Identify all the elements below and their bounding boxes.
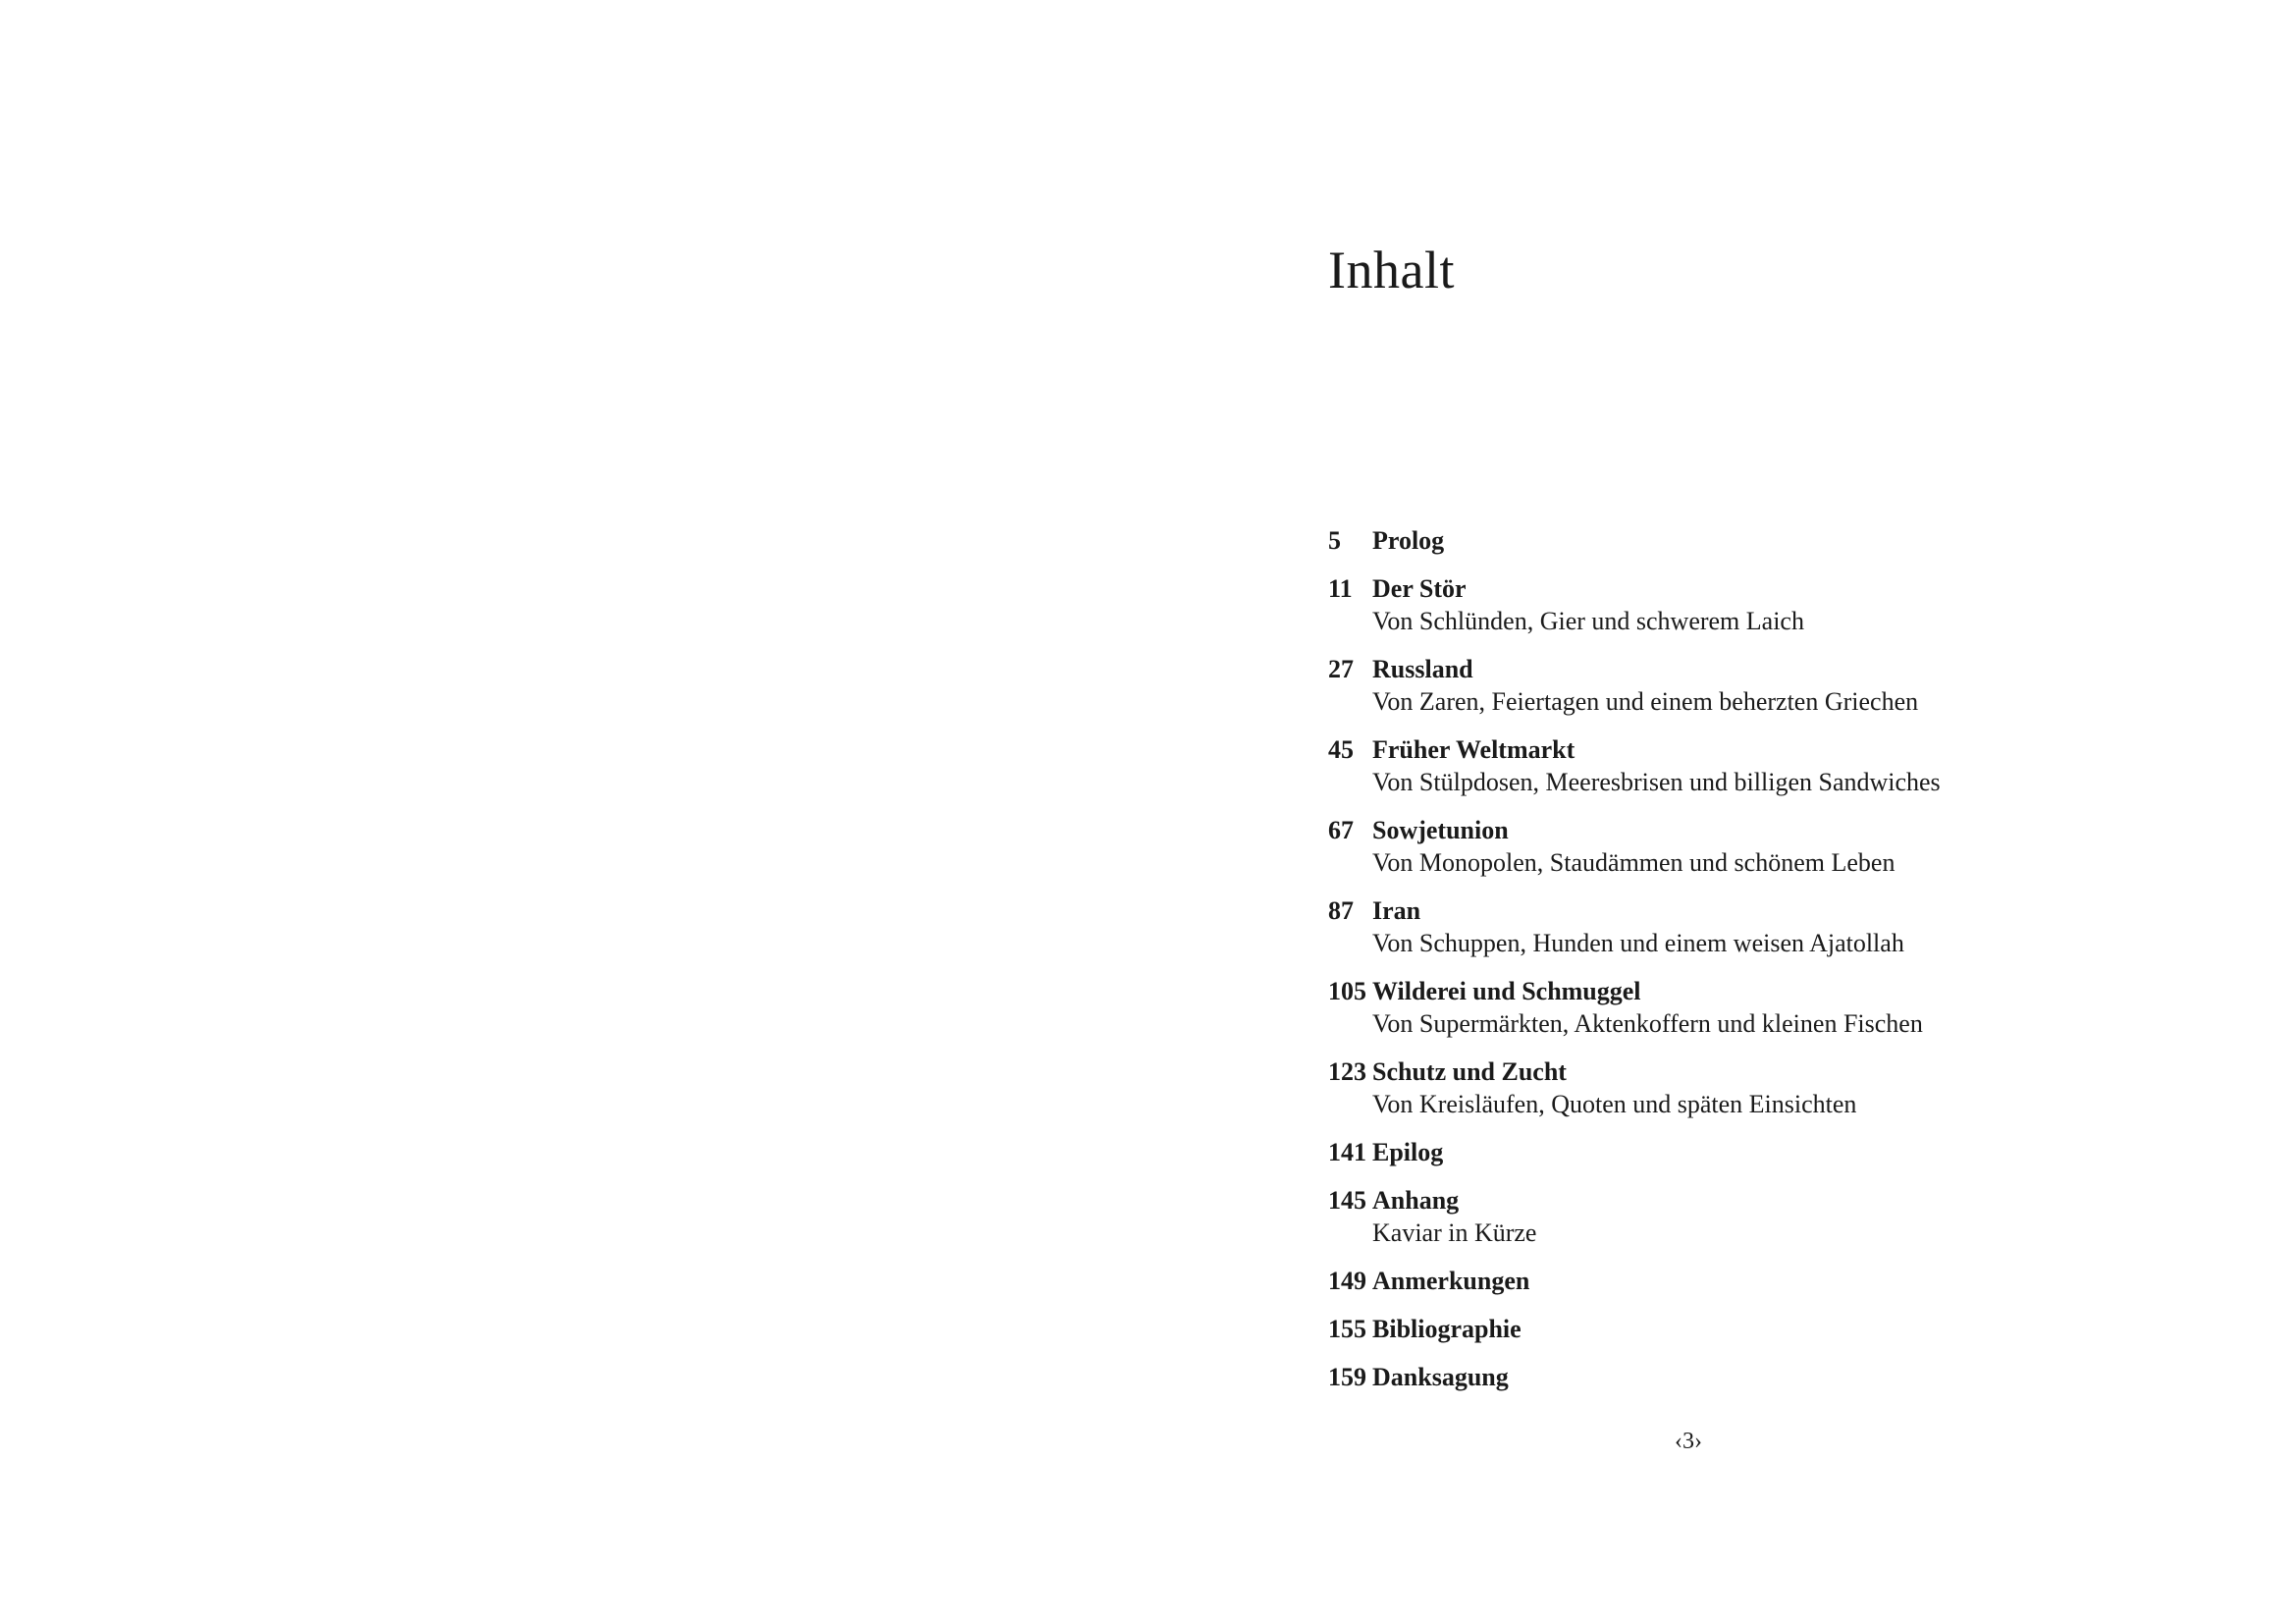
toc-entry[interactable] [1328,975,2015,1040]
toc-title: Danksagung [1372,1363,1509,1391]
toc-title: Anmerkungen [1372,1267,1530,1295]
toc-entry[interactable] [1328,1265,2015,1297]
toc-page-number: 105 [1328,977,1366,1005]
toc-entry[interactable] [1328,894,2015,959]
toc-title: Anhang [1372,1186,1460,1215]
toc-entry[interactable] [1328,1361,2015,1393]
toc-page-number: 5 [1328,526,1341,555]
toc-title: Iran [1372,896,1421,925]
toc-page-number: 149 [1328,1267,1366,1295]
toc-subtitle: Von Supermärkten, Aktenkoffern und kleinen Fischen [1372,1009,1923,1038]
toc-entry[interactable] [1328,653,2015,718]
toc-entry[interactable] [1328,1055,2015,1120]
toc-page-number: 159 [1328,1363,1366,1391]
toc-entry[interactable] [1328,1136,2015,1168]
toc-page-number: 123 [1328,1057,1366,1086]
toc-title: Epilog [1372,1138,1444,1166]
toc-title: Früher Weltmarkt [1372,735,1575,764]
page-title: Inhalt [1328,241,1455,300]
toc-title: Wilderei und Schmuggel [1372,977,1641,1005]
toc-subtitle: Von Kreisläufen, Quoten und späten Einsichten [1372,1090,1857,1118]
toc-page-number: 45 [1328,735,1354,764]
toc-subtitle: Von Schlünden, Gier und schwerem Laich [1372,607,1804,635]
page-number-footer: ‹3› [1675,1429,1702,1454]
toc-entry[interactable] [1328,1313,2015,1345]
table-of-contents [1328,524,2015,1409]
toc-entry[interactable] [1328,1184,2015,1249]
toc-entry[interactable] [1328,524,2015,557]
toc-title: Schutz und Zucht [1372,1057,1567,1086]
toc-subtitle: Von Stülpdosen, Meeresbrisen und billigen Sandwiches [1372,768,1941,796]
toc-entry[interactable] [1328,814,2015,879]
toc-page-number: 67 [1328,816,1354,844]
toc-subtitle: Von Zaren, Feiertagen und einem beherzten Griechen [1372,687,1919,716]
toc-subtitle: Von Monopolen, Staudämmen und schönem Leben [1372,848,1896,877]
toc-entry[interactable] [1328,572,2015,637]
toc-page-number: 27 [1328,655,1354,683]
toc-title: Russland [1372,655,1473,683]
toc-page-number: 11 [1328,574,1353,603]
toc-title: Sowjetunion [1372,816,1509,844]
toc-page-number: 155 [1328,1315,1366,1343]
toc-title: Der Stör [1372,574,1467,603]
toc-subtitle: Von Schuppen, Hunden und einem weisen Ajatollah [1372,929,1904,957]
toc-page-number: 141 [1328,1138,1366,1166]
toc-subtitle: Kaviar in Kürze [1372,1218,1537,1247]
toc-page-number: 145 [1328,1186,1366,1215]
toc-title: Bibliographie [1372,1315,1522,1343]
toc-page-number: 87 [1328,896,1354,925]
toc-title: Prolog [1372,526,1445,555]
toc-entry[interactable] [1328,733,2015,798]
